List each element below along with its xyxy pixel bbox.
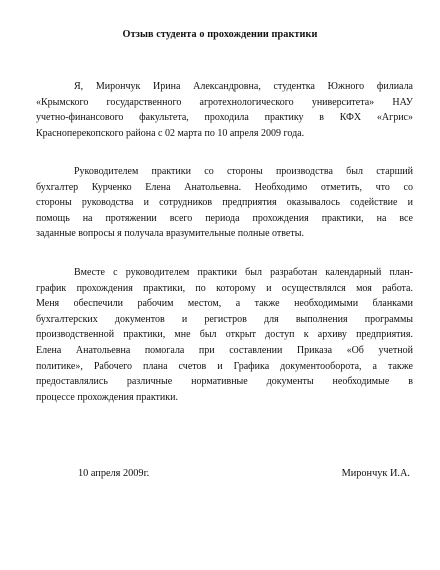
- paragraph-line: Вместе с руководителем практики был разработан календарный план-: [74, 267, 413, 278]
- paragraph-line: политике», Рабочего плана счетов и Графика документооборота, а также: [36, 360, 413, 372]
- signature-name: Мирончук И.А.: [341, 468, 410, 479]
- paragraph-line: бухгалтер Курченко Елена Анатольевна. Необходимо отметить, что со: [36, 181, 413, 193]
- paragraph-line: учетно-финансового факультета, проходила практику в КФХ «Агрис»: [36, 112, 413, 124]
- paragraph-line: Елена Анатольевна помогала при составлении Приказа «Об учетной: [36, 344, 413, 356]
- paragraph-line: заданные вопросы я получала вразумительные полные ответы.: [36, 228, 304, 240]
- paragraph-line: помощь на протяжении всего периода прохождения практики, на все: [36, 212, 413, 224]
- paragraph-line: Я, Мирончук Ирина Александровна, студентка Южного филиала: [74, 81, 413, 92]
- paragraph-line: график прохождения практики, по которому и осуществлялся моя работа.: [36, 282, 413, 294]
- paragraph-supervisor: [36, 164, 413, 242]
- paragraph-line: Меня обеспечили рабочим местом, а также необходимыми бланками: [36, 298, 413, 310]
- paragraph-line: бухгалтерских документов и регистров для выполнения программы: [36, 313, 413, 325]
- document-date: 10 апреля 2009г.: [78, 468, 150, 479]
- paragraph-line: процессе прохождения практики.: [36, 391, 178, 403]
- paragraph-line: Руководителем практики со стороны производства был старший: [74, 166, 413, 177]
- paragraph-schedule: [36, 265, 413, 405]
- paragraph-line: производственной практики, мне был открыт доступ к архиву предприятия.: [36, 329, 413, 341]
- document-title: Отзыв студента о прохождении практики: [122, 29, 318, 40]
- paragraph-line: Красноперекопского района с 02 марта по 10 апреля 2009 года.: [36, 127, 305, 139]
- paragraph-intro: [36, 79, 413, 141]
- paragraph-line: предоставлялись различные нормативные документы необходимые в: [36, 376, 413, 388]
- paragraph-line: «Крымского государственного агротехнологического университета» НАУ: [36, 96, 413, 108]
- paragraph-line: стороны руководства и сотрудников предприятия оказывалось содействие и: [36, 197, 413, 209]
